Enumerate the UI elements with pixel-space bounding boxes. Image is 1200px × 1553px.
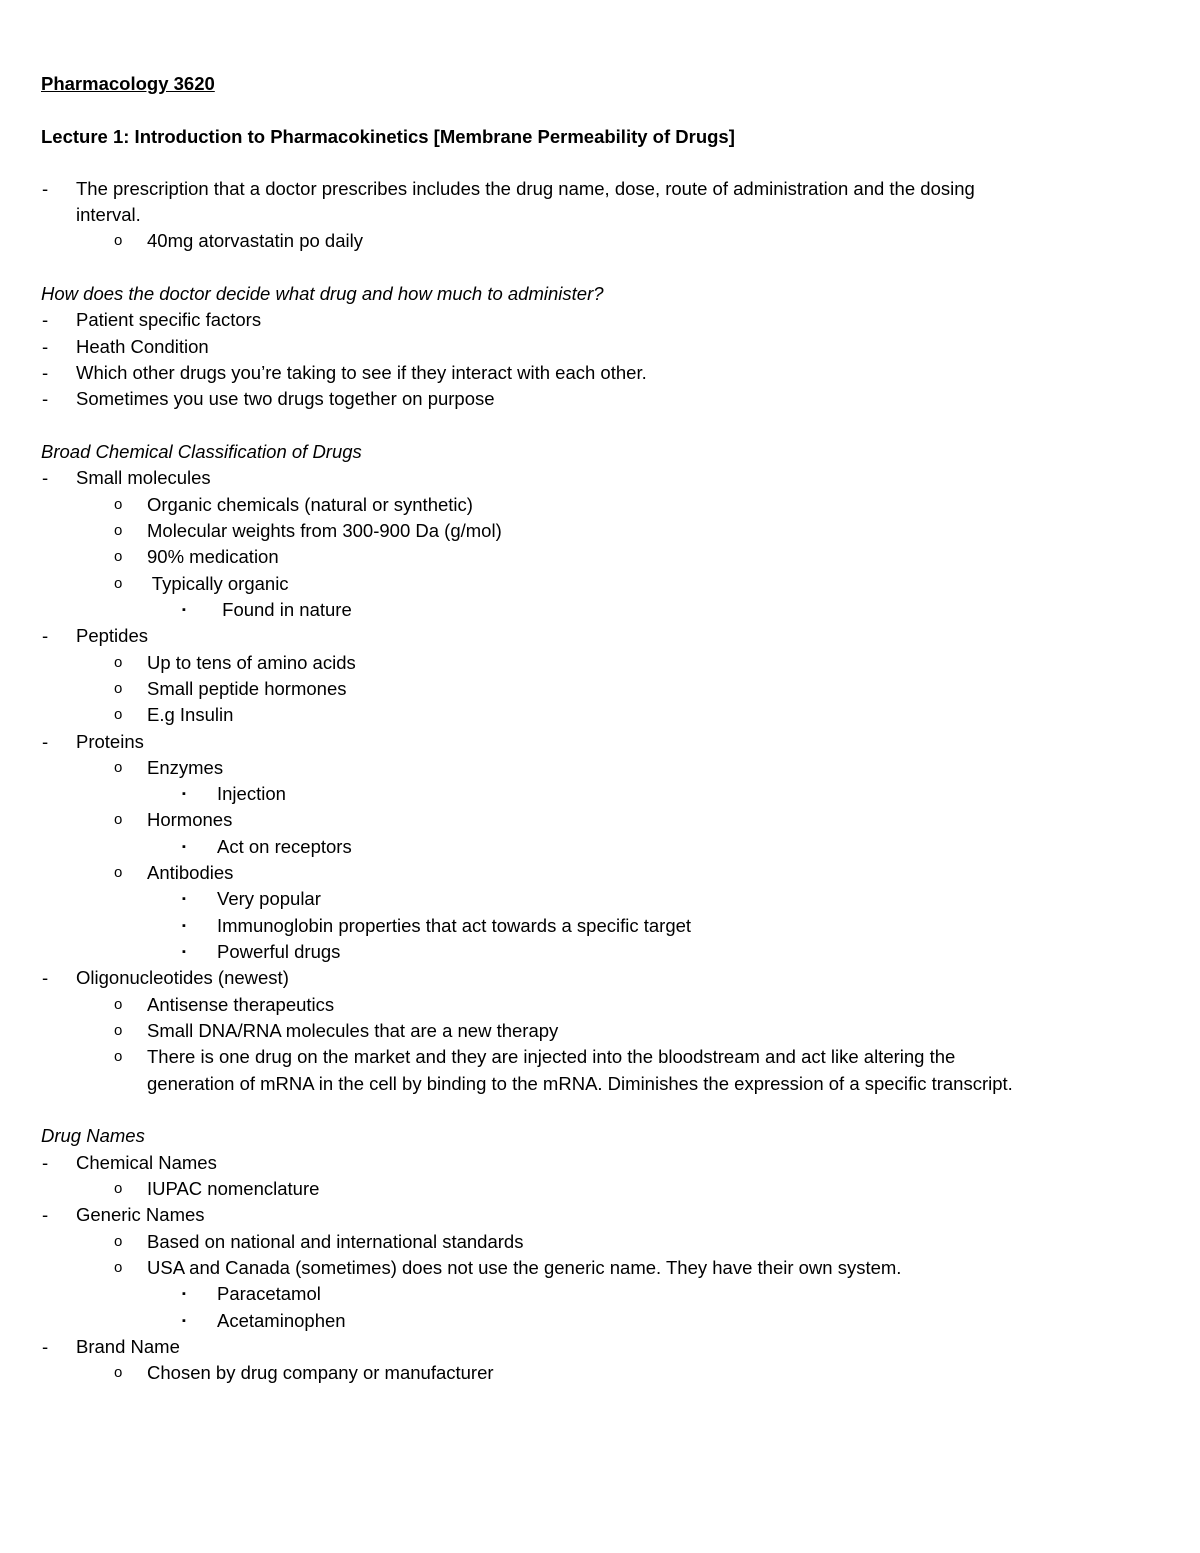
dash-bullet: -: [42, 336, 49, 357]
circle-bullet: o: [114, 1022, 123, 1039]
dash-bullet: -: [42, 967, 49, 988]
dash-bullet: -: [42, 1152, 49, 1173]
circle-bullet: o: [114, 706, 123, 723]
dash-bullet: -: [42, 309, 49, 330]
dash-bullet: -: [42, 467, 49, 488]
circle-bullet: o: [114, 680, 123, 697]
section-heading-drug-names: Drug Names: [41, 1125, 145, 1146]
square-bullet: ▪: [182, 893, 186, 905]
circle-bullet: o: [114, 654, 123, 671]
square-bullet: ▪: [182, 841, 186, 853]
square-bullet: ▪: [182, 1288, 186, 1300]
document-page: Pharmacology 3620 Lecture 1: Introduction to Pharmacokinetics [Membrane Permeability of Drugs] - The prescription that a doctor prescribes includes the drug name, dose, route of administration and the dosing interval. o 40mg atorvastatin po daily How does the doctor decide what drug and how much to administer? - Patient specific factors - Heath Condition - Which other drugs you’re taking to see if they interact with each other. - Sometimes you use two drugs together on purpose Broad Chemical Classification of Drugs - Small molecules o Organic chemicals (natural or synthetic) o Molecular weights from 300-900 Da (g/mol) o 90% medication o Typically organic ▪ Found in nature - Peptides o Up to tens of amino acids o Small peptide hormones o E.g Insulin - Proteins o Enzymes ▪ Injection o Hormones ▪ Act on receptors o Antibodies ▪ Very popular ▪ Immunoglobin properties that act towards a specific target ▪ Powerful drugs - Oligonucleotides (newest) o Antisense therapeutics o Small DNA/RNA molecules that are a new therapy o There is one drug on the market and they are injected into the bloodstream and act like altering the generation of mRNA in the cell by binding to the mRNA. Diminishes the expression of a specific transcript. Drug Names - Chemical Names o IUPAC nomenclature - Generic Names o Based on national and international standards o USA and Canada (sometimes) does not use the generic name. They have their own system. ▪ Paracetamol ▪ Acetaminophen - Brand Name o Chosen by drug company or manufacturer: [0, 0, 1200, 1553]
circle-bullet: o: [114, 996, 123, 1013]
circle-bullet: o: [114, 759, 123, 776]
circle-bullet: o: [114, 1259, 123, 1276]
circle-bullet: o: [114, 522, 123, 539]
circle-bullet: o: [114, 864, 123, 881]
circle-bullet: o: [114, 1180, 123, 1197]
square-bullet: ▪: [182, 604, 186, 616]
circle-bullet: o: [114, 1048, 123, 1065]
dash-bullet: -: [42, 178, 49, 199]
circle-bullet: o: [114, 232, 123, 249]
square-bullet: ▪: [182, 920, 186, 932]
circle-bullet: o: [114, 496, 123, 513]
dash-bullet: -: [42, 388, 49, 409]
square-bullet: ▪: [182, 946, 186, 958]
dash-bullet: -: [42, 625, 49, 646]
dash-bullet: -: [42, 1204, 49, 1225]
dash-bullet: -: [42, 731, 49, 752]
document-title: Pharmacology 3620: [41, 73, 215, 94]
circle-bullet: o: [114, 1233, 123, 1250]
circle-bullet: o: [114, 1364, 123, 1381]
circle-bullet: o: [114, 548, 123, 565]
dash-bullet: -: [42, 362, 49, 383]
lecture-heading: Lecture 1: Introduction to Pharmacokinetics [Membrane Permeability of Drugs]: [41, 126, 735, 147]
square-bullet: ▪: [182, 788, 186, 800]
square-bullet: ▪: [182, 1315, 186, 1327]
circle-bullet: o: [114, 575, 123, 592]
dash-bullet: -: [42, 1336, 49, 1357]
section-heading-classification: Broad Chemical Classification of Drugs: [41, 441, 362, 462]
circle-bullet: o: [114, 811, 123, 828]
section-heading-question: How does the doctor decide what drug and how much to administer?: [41, 283, 604, 304]
